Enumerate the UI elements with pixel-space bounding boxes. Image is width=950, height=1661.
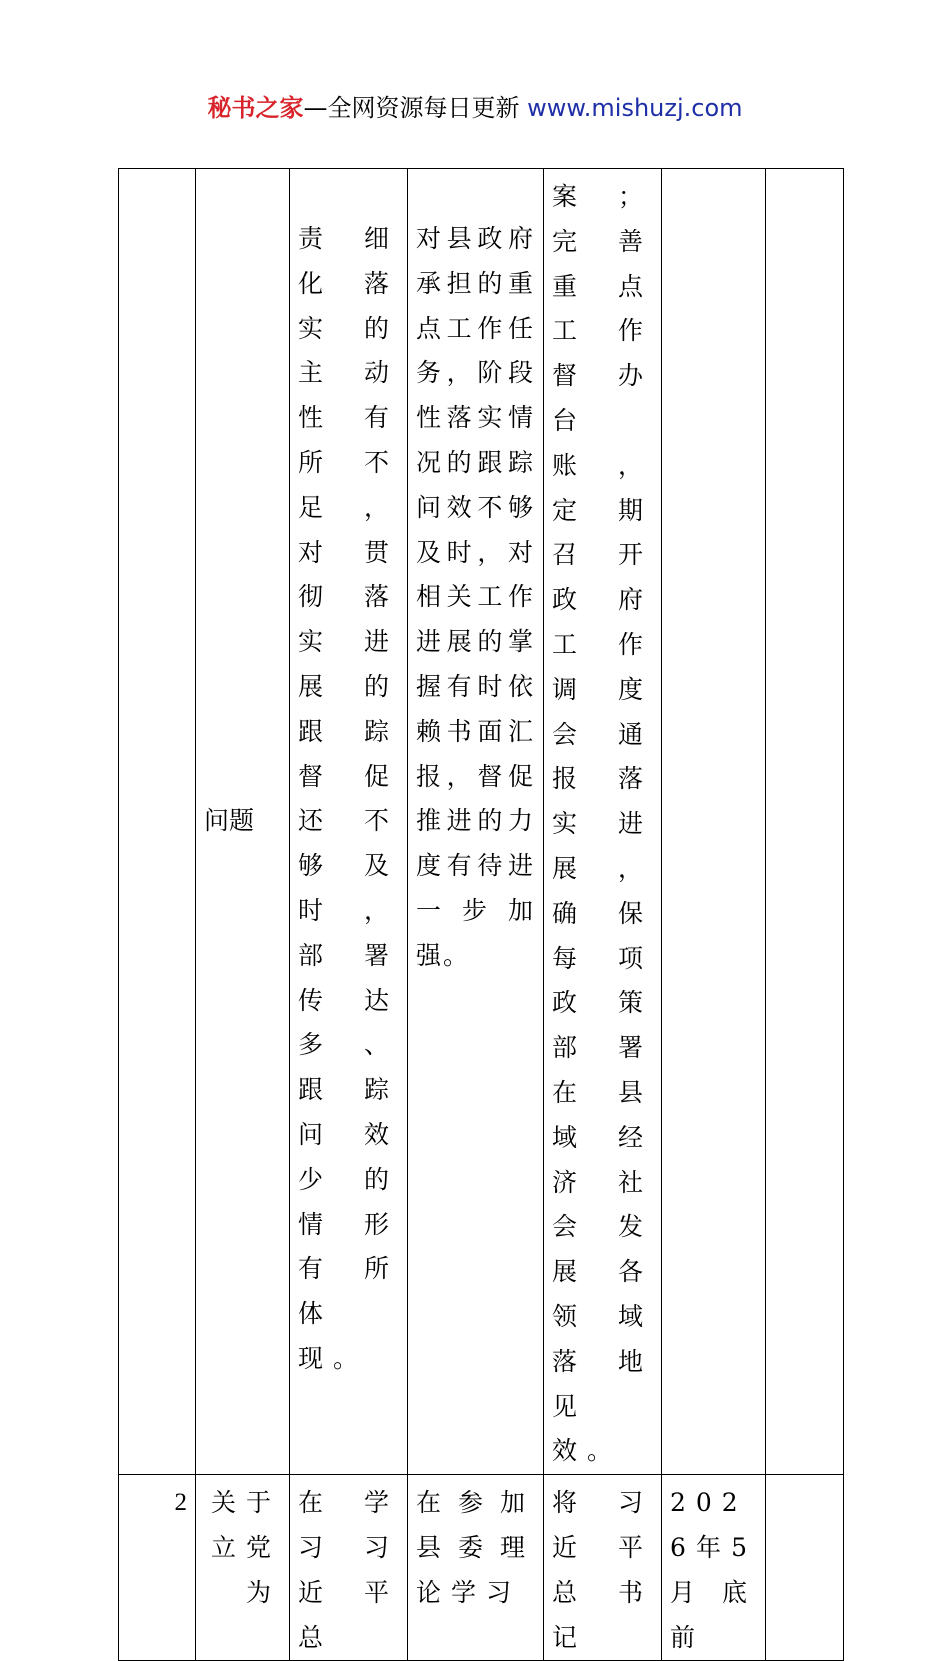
table-cell-deadline: 2026年5月底前 bbox=[662, 1475, 766, 1661]
header-url[interactable]: www.mishuzj.com bbox=[527, 94, 743, 122]
table-cell-number: 2 bbox=[119, 1475, 196, 1661]
table-cell-problem-detail-2: 对县政府承担的重点工作任务，阶段性落实情况的跟踪问效不够及时，对相关工作进展的掌握有时依赖书面汇报，督促推进的力度有待进一步加强。 bbox=[408, 169, 544, 1475]
table-cell-problem-title: 关于立党为 bbox=[196, 1475, 290, 1661]
table-cell-problem-detail: 在学习习近平总 bbox=[290, 1475, 408, 1661]
table-cell-note bbox=[766, 169, 844, 1475]
table-cell-problem-title: 问题 bbox=[196, 169, 290, 1475]
header-slogan: —全网资源每日更新 bbox=[303, 94, 528, 122]
table-cell-measures: 案；完善重点工作督办台账，定期召开政府工作调度会通报落实进展，确保每项政策部署在县域经济社会发展各领域落地见效。 bbox=[544, 169, 662, 1475]
table-cell-measures: 将习近平总书记 bbox=[544, 1475, 662, 1661]
table-cell-number bbox=[119, 169, 196, 1475]
table-row bbox=[119, 1475, 844, 1661]
page-header bbox=[0, 88, 950, 123]
table-cell-problem-detail: 责细化落实的主动性有所不足，对贯彻落实进展的跟踪督促还不够及时，部署传达多、跟踪问效少的情形有所体现。 bbox=[290, 169, 408, 1475]
table-cell-deadline bbox=[662, 169, 766, 1475]
brand-name: 秘书之家 bbox=[207, 94, 304, 122]
table-row bbox=[119, 169, 844, 1475]
table-cell-problem-detail-2: 在参加县委理论学习 bbox=[408, 1475, 544, 1661]
rectification-table bbox=[118, 168, 844, 1661]
table-cell-note bbox=[766, 1475, 844, 1661]
